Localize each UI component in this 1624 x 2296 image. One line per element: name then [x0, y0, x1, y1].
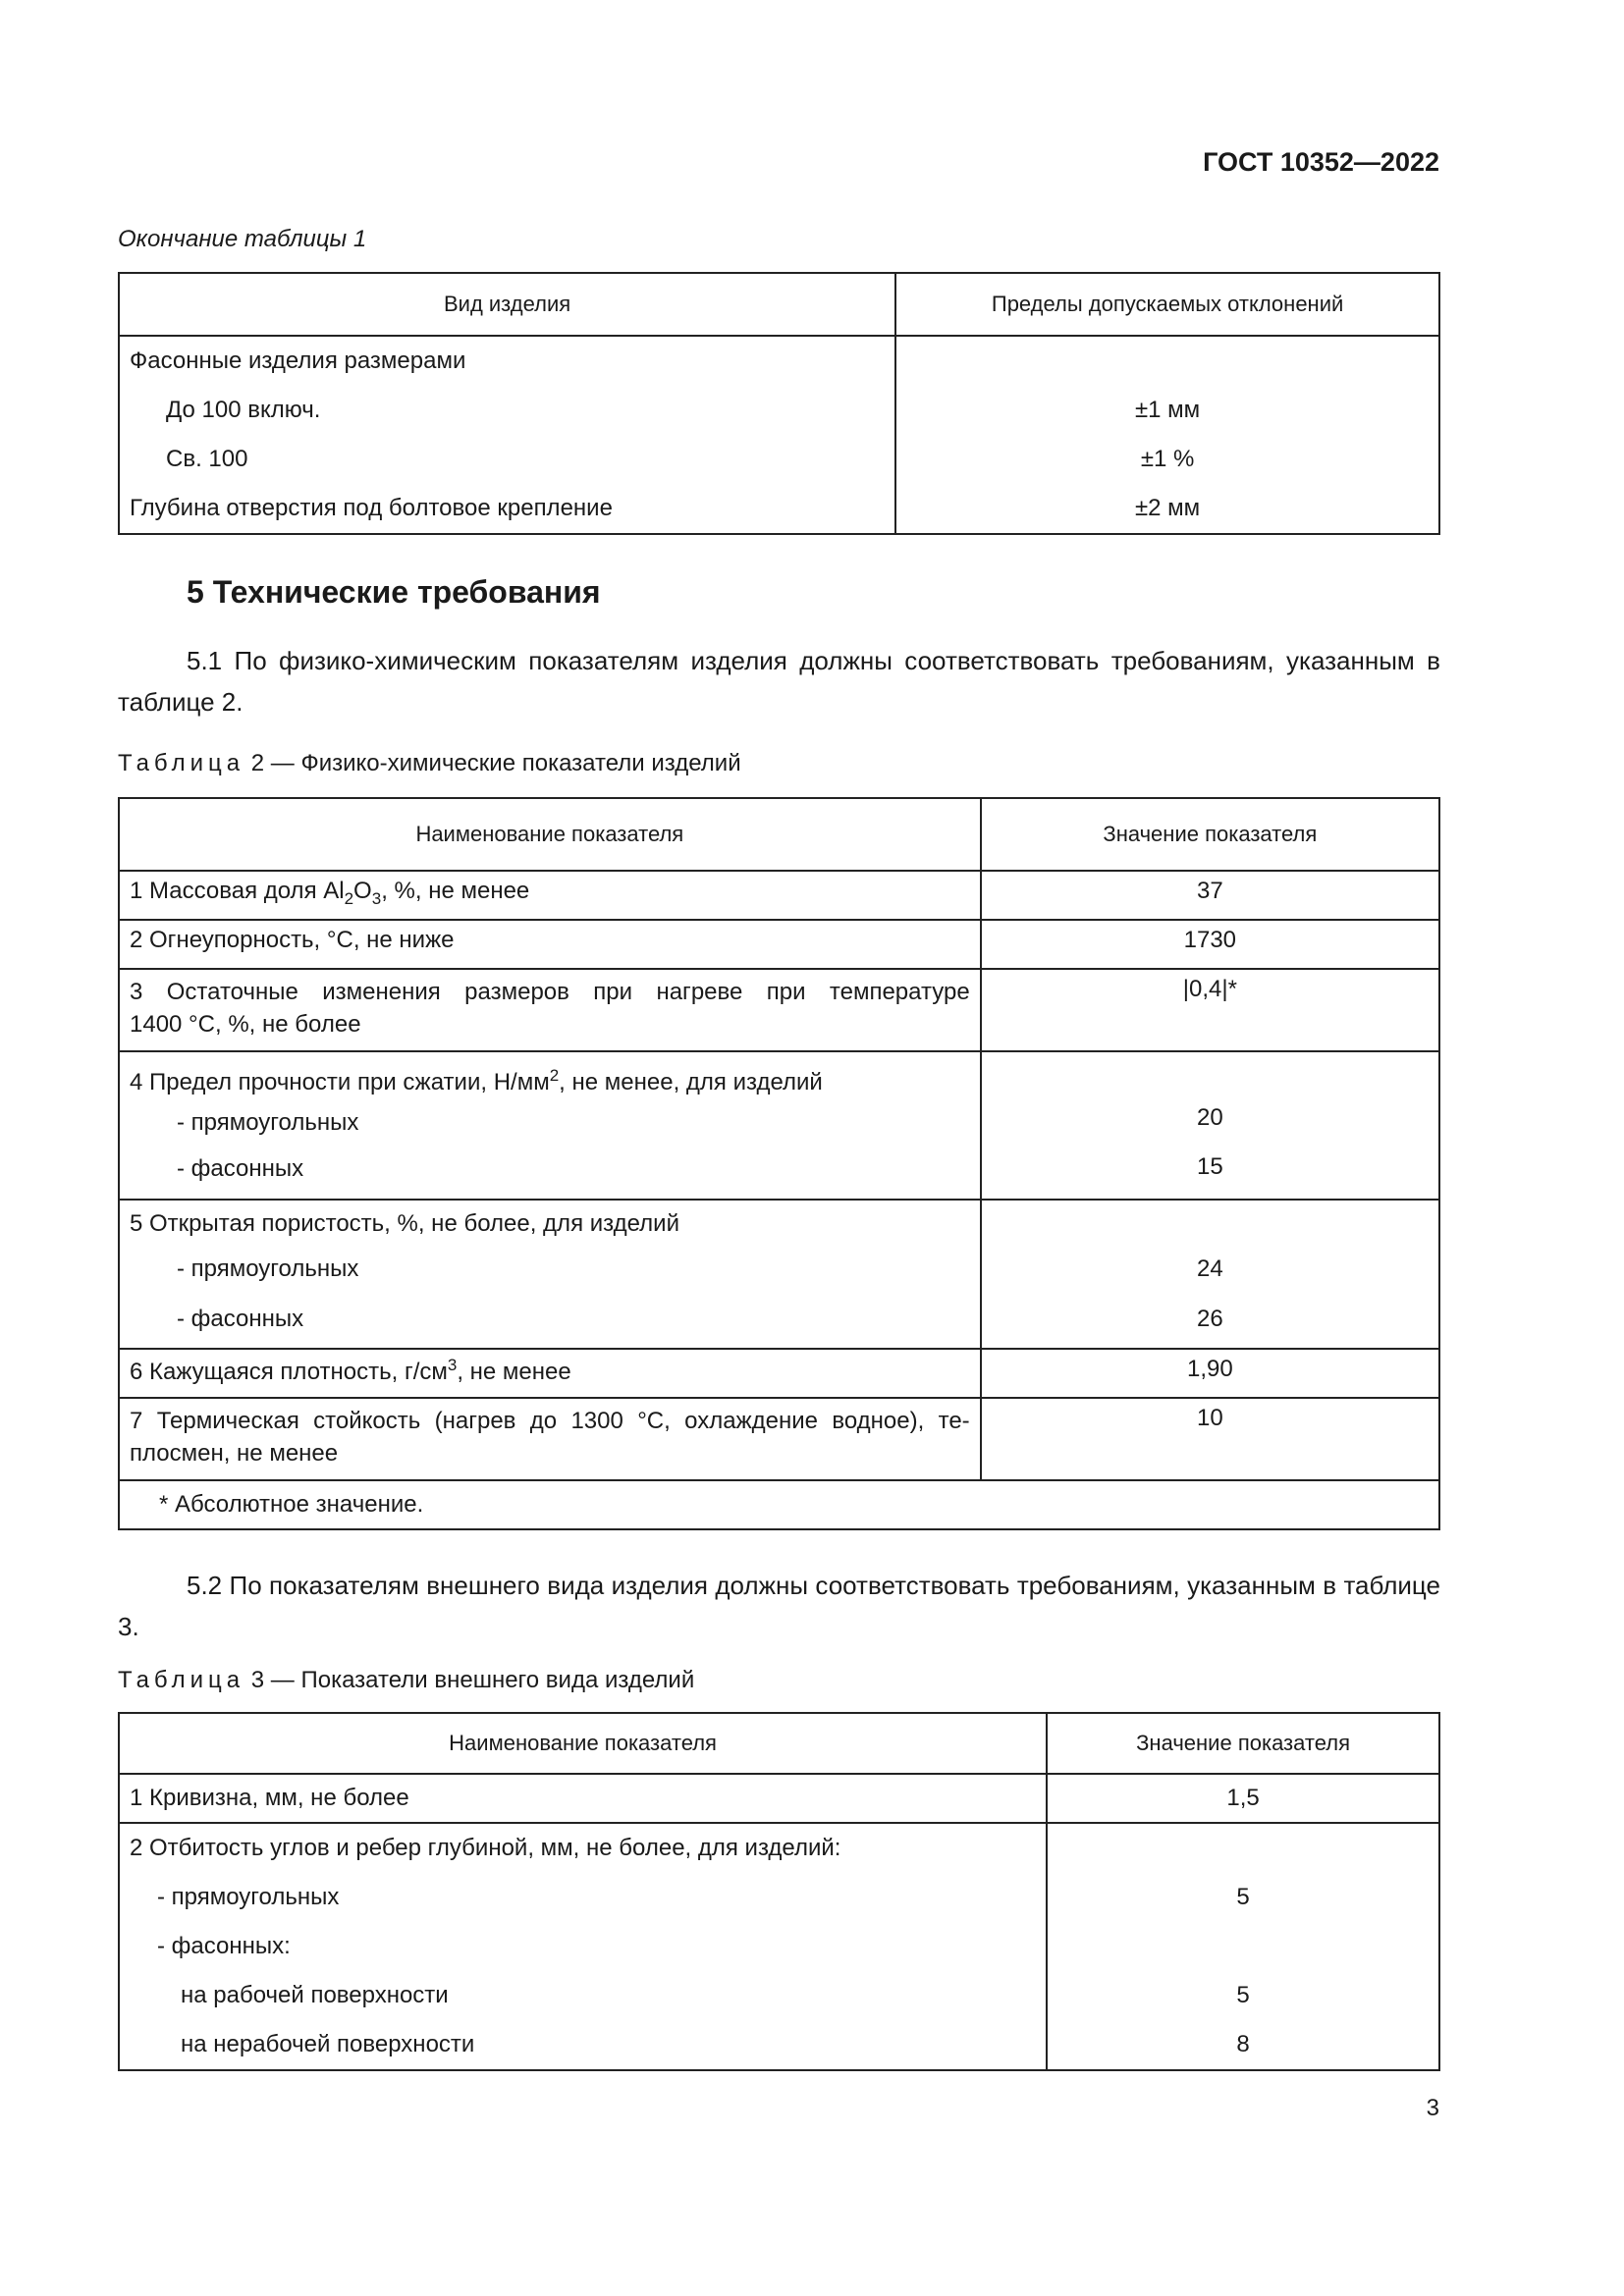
table3-subitem: на рабочей поверхности — [181, 1982, 449, 2008]
table1-row-name: Св. 100 — [166, 446, 248, 472]
table2-subitem: - фасонных — [177, 1306, 304, 1332]
table2-row — [119, 1200, 1439, 1349]
page-number: 3 — [1426, 2095, 1439, 2121]
table2-row-label: 5 Открытая пористость, %, не более, для изделий - прямоугольных - фасонных — [119, 1200, 981, 1349]
table3-header-name: Наименование показателя — [119, 1713, 1047, 1774]
table2-header-value: Значение показателя — [981, 798, 1439, 871]
table2-row — [119, 969, 1439, 1051]
table3-row-label: 2 Отбитость углов и ребер глубиной, мм, не более, для изделий: - прямоугольных - фасонных: на рабочей поверхности на нерабочей поверхности — [119, 1823, 1047, 2070]
table3-header-value: Значение показателя — [1047, 1713, 1439, 1774]
table2-header-name: Наименование показателя — [119, 798, 981, 871]
table1-row-value: ±1 мм — [1134, 397, 1201, 423]
table2-subitem: - прямоугольных — [177, 1255, 359, 1282]
table2-row — [119, 871, 1439, 920]
table1-header-product: Вид изделия — [119, 273, 895, 336]
table2-row-label: 3 Остаточные изменения размеров при нагреве при температуре 1400 °С, %, не более — [119, 969, 981, 1051]
table3-subvalue: 5 — [1236, 1884, 1250, 1910]
table3-subitem: - фасонных: — [157, 1933, 291, 1959]
table2-footnote: * Абсолютное значение. — [119, 1480, 1439, 1529]
table3-subvalue: 5 — [1236, 1982, 1250, 2008]
table2-subvalue: 20 — [1196, 1104, 1223, 1131]
table3-row-value: 1,5 — [1047, 1774, 1439, 1823]
table2-row — [119, 1398, 1439, 1480]
table2-header-row — [119, 798, 1439, 871]
table2-row-label: 6 Кажущаяся плотность, $г/см^3$, не менее — [119, 1349, 981, 1398]
table1-row-name: До 100 включ. — [166, 397, 321, 423]
table-1 — [118, 272, 1440, 535]
table-3 — [118, 1712, 1440, 2071]
table2-row-value: |0,4|* — [981, 969, 1439, 1051]
table2-subitem: - прямоугольных — [177, 1109, 359, 1136]
table2-row — [119, 1349, 1439, 1398]
table1-row-value: ±1 % — [1140, 446, 1195, 472]
table3-subitem: на нерабочей поверхности — [181, 2031, 475, 2057]
table2-row-values — [981, 1051, 1439, 1200]
table2-row-label: 1 Массовая доля $Al_2O_3$, %, не менее — [119, 871, 981, 920]
table2-subvalue: 15 — [1196, 1153, 1223, 1180]
table2-row-label: 4 Предел прочности при сжатии, $Н/мм^2$, не менее, для изделий - прямоугольных - фасонных — [119, 1051, 981, 1200]
table2-row-value: 1730 — [981, 920, 1439, 969]
table2-subvalue: 24 — [1196, 1255, 1223, 1282]
table3-row-label: 1 Кривизна, мм, не более — [119, 1774, 1047, 1823]
table1-group-label: Фасонные изделия размерами — [130, 347, 466, 374]
table2-row-values — [981, 1200, 1439, 1349]
table2-row — [119, 920, 1439, 969]
table3-row — [119, 1774, 1439, 1823]
table2-footnote-row — [119, 1480, 1439, 1529]
table1-header-row — [119, 273, 1439, 336]
table-2 — [118, 797, 1440, 1530]
table2-subitem: - фасонных — [177, 1155, 304, 1182]
table2-caption: Таблица 2 — Физико-химические показатели изделий — [118, 750, 741, 776]
table3-subitem: - прямоугольных — [157, 1884, 340, 1910]
section-title: 5 Технические требования — [187, 574, 601, 610]
table1-row-name: Глубина отверстия под болтовое крепление — [130, 495, 613, 521]
table1-header-deviation: Пределы допускаемых отклонений — [895, 273, 1439, 336]
table3-row — [119, 1823, 1439, 2070]
table2-subvalue: 26 — [1196, 1306, 1223, 1332]
table2-row — [119, 1051, 1439, 1200]
table2-row-value: 10 — [981, 1398, 1439, 1480]
table3-subvalue: 8 — [1236, 2031, 1250, 2057]
table1-body — [119, 336, 1439, 534]
table2-row-label: 2 Огнеупорность, °С, не ниже — [119, 920, 981, 969]
table3-caption: Таблица 3 — Показатели внешнего вида изделий — [118, 1667, 695, 1693]
table1-continuation-caption: Окончание таблицы 1 — [118, 226, 367, 252]
paragraph-5-2: 5.2 По показателям внешнего вида изделия должны соответствовать требованиям, указанным в таблице 3. — [118, 1571, 1440, 1641]
table2-row-value: 37 — [981, 871, 1439, 920]
table3-header-row — [119, 1713, 1439, 1774]
table2-row-value: 1,90 — [981, 1349, 1439, 1398]
document-code: ГОСТ 10352—2022 — [1203, 147, 1439, 177]
table1-row-value: ±2 мм — [1134, 495, 1201, 521]
paragraph-5-1: 5.1 По физико-химическим показателям изделия должны соответствовать требованиям, указанным в таблице 2. — [118, 646, 1440, 717]
table3-row-values — [1047, 1823, 1439, 2070]
table2-row-label: 7 Термическая стойкость (нагрев до 1300 °С, охлаждение водное), те- плосмен, не менее — [119, 1398, 981, 1480]
